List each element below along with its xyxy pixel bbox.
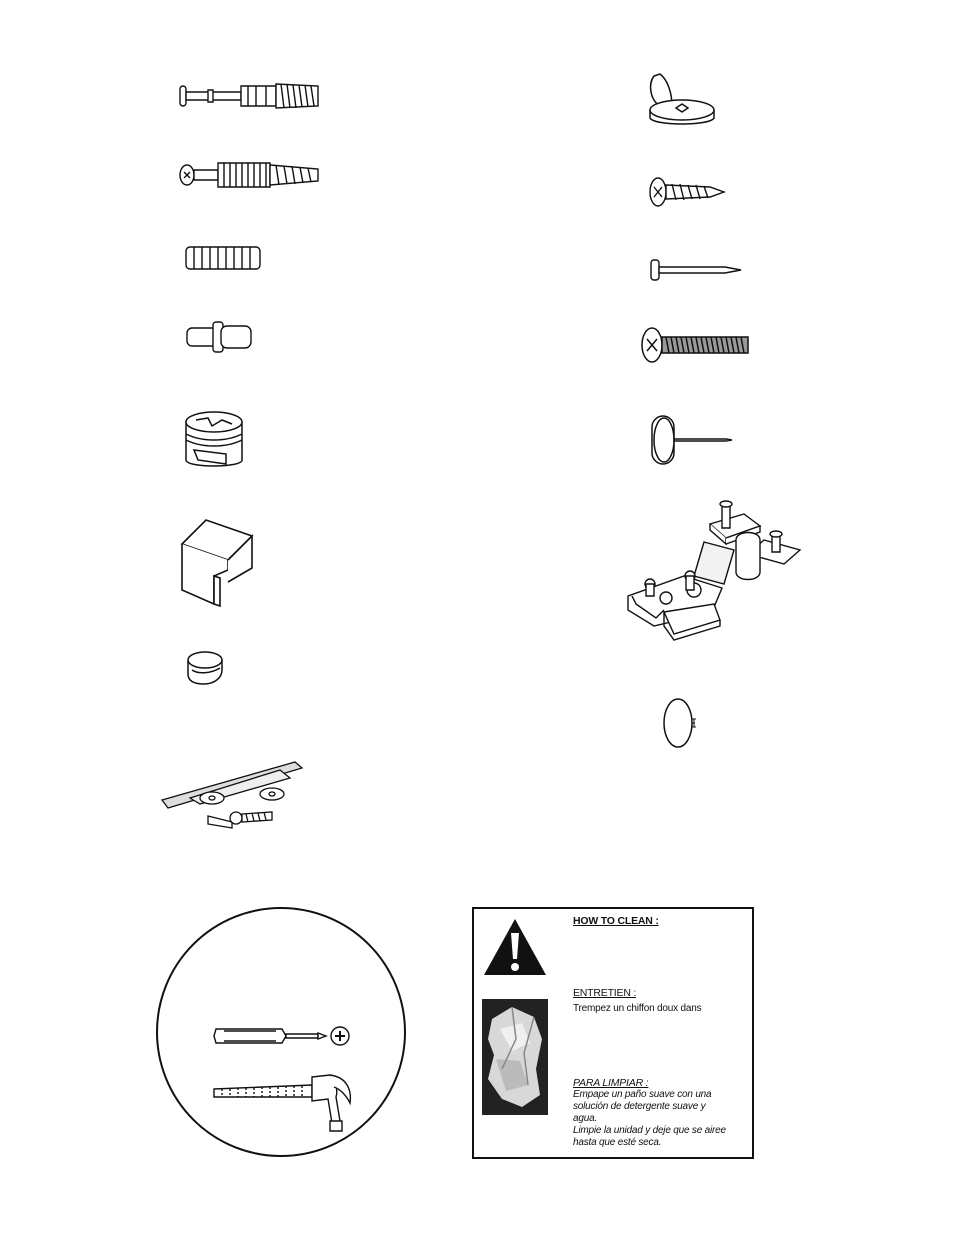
cleaning-instructions-box <box>472 907 754 1159</box>
cloth-icon <box>482 999 548 1120</box>
english-heading: HOW TO CLEAN : <box>573 915 659 927</box>
spanish-body-1: Empape un paño suave con una solución de detergente suave y agua. <box>573 1089 712 1124</box>
spanish-body-2: Limpie la unidad y deje que se airee hasta que esté seca. <box>573 1125 726 1148</box>
machine-screw-icon <box>640 325 752 365</box>
short-screw-icon <box>648 175 728 209</box>
shelf-pin-icon <box>185 320 255 354</box>
spanish-heading: PARA LIMPIAR : <box>573 1077 649 1089</box>
rubber-bumper-icon <box>186 650 226 686</box>
warning-triangle-icon <box>482 917 548 982</box>
french-body: Trempez un chiffon doux dans <box>573 1003 702 1014</box>
french-heading: ENTRETIEN : <box>573 987 637 999</box>
knob-icon <box>180 518 255 608</box>
cam-bolt-insert-icon <box>178 158 323 192</box>
cover-cap-icon <box>662 697 702 749</box>
cam-bolt-icon <box>178 80 323 112</box>
anti-tip-strap-icon <box>160 758 305 833</box>
wood-dowel-icon <box>184 245 264 271</box>
glide-tack-icon <box>650 414 736 466</box>
hammer-icon <box>212 1073 358 1135</box>
phillips-screwdriver-icon <box>212 1023 358 1049</box>
hinge-icon <box>624 500 804 642</box>
cam-lock-icon <box>182 408 246 472</box>
tools-required-circle <box>156 907 406 1157</box>
nail-icon <box>649 258 745 282</box>
plastic-clip-icon <box>646 70 718 130</box>
